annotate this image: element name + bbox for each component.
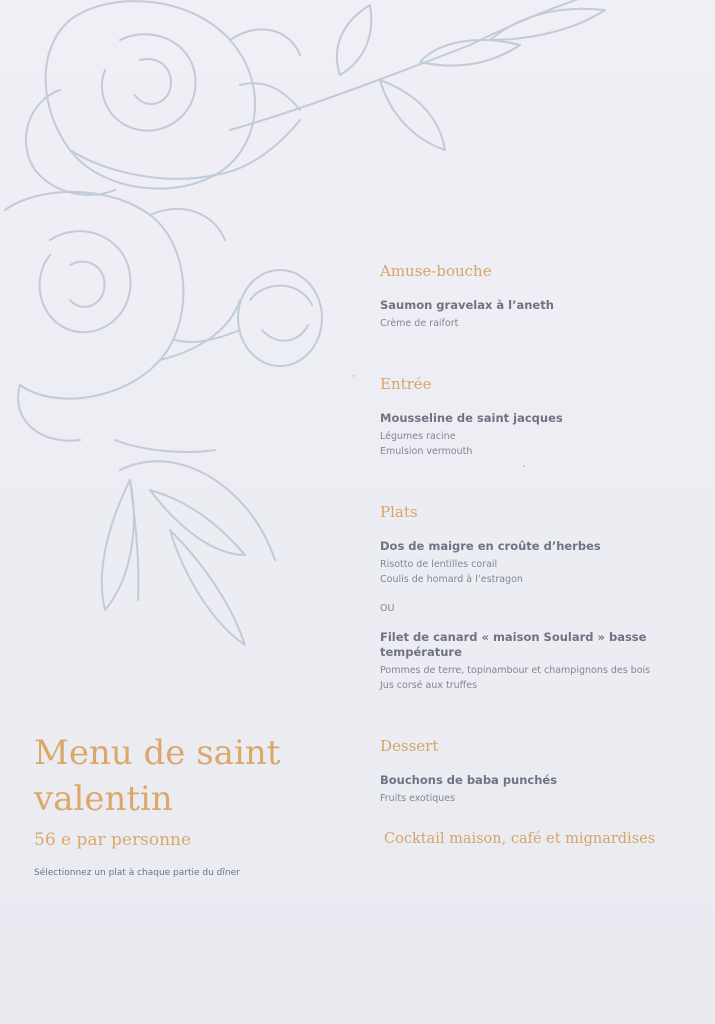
dish-detail: Emulsion vermouth — [380, 446, 473, 457]
dish-name: Dos de maigre en croûte d’herbes — [380, 539, 601, 553]
dish-name: Mousseline de saint jacques — [380, 411, 563, 425]
section-title: Dessert — [380, 737, 439, 755]
dish-detail: Légumes racine — [380, 431, 456, 442]
dish-name: Bouchons de baba punchés — [380, 773, 558, 787]
section-amuse-bouche — [380, 262, 680, 331]
section-title: Plats — [380, 503, 418, 521]
page-title: Menu de saint valentin — [34, 733, 281, 819]
closing-note: Cocktail maison, café et mignardises — [384, 831, 656, 847]
section-plats — [380, 503, 680, 693]
selection-note: Sélectionnez un plat à chaque partie du dîner — [34, 868, 240, 878]
or-separator: OU — [380, 603, 395, 614]
dish-detail: Coulis de homard à l’estragon — [380, 574, 523, 585]
dish-detail: Pommes de terre, topinambour et champignons des bois — [380, 665, 651, 676]
dish-detail: Jus corsé aux truffes — [380, 680, 478, 691]
dish-name: Filet de canard « maison Soulard » basse température — [380, 630, 647, 659]
scan-speck: ˎ — [522, 458, 527, 468]
section-entree — [380, 375, 680, 459]
scan-speck: · — [352, 372, 355, 382]
dish-detail: Risotto de lentilles corail — [380, 559, 498, 570]
menu-courses — [380, 262, 680, 850]
section-title: Amuse-bouche — [380, 262, 492, 280]
section-title: Entrée — [380, 375, 432, 393]
dish-detail: Fruits exotiques — [380, 793, 456, 804]
dish-detail: Crème de raifort — [380, 318, 459, 329]
dish-name: Saumon gravelax à l’aneth — [380, 298, 554, 312]
section-dessert — [380, 737, 680, 806]
title-block — [34, 730, 354, 878]
price: 56 e par personne — [34, 830, 192, 850]
